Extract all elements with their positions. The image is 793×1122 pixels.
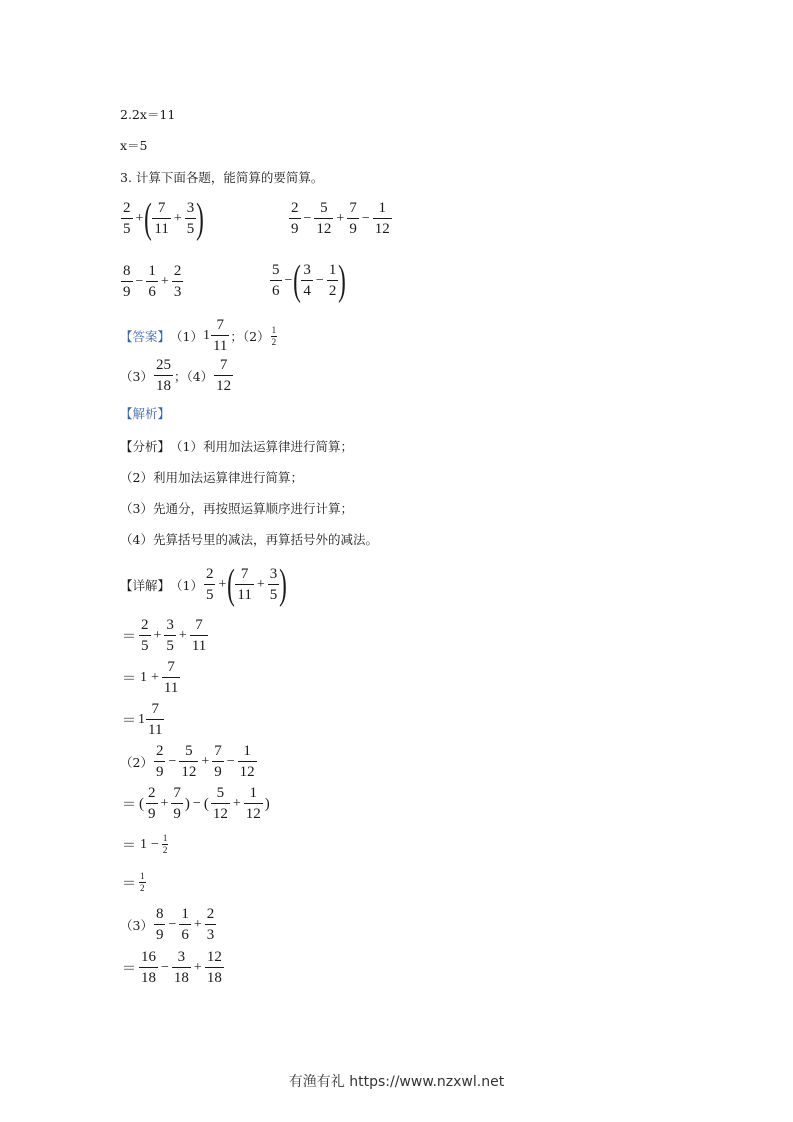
problem-1 xyxy=(120,198,203,240)
fraction xyxy=(214,358,233,394)
denominator: 12 xyxy=(179,761,198,780)
fraction xyxy=(121,201,133,237)
fraction xyxy=(268,567,280,603)
fraction xyxy=(179,744,198,780)
math-operator: + xyxy=(218,577,227,592)
detail-2-step-3 xyxy=(120,872,147,893)
denominator: 11 xyxy=(152,218,170,237)
fraction xyxy=(327,263,339,299)
numerator: 2 xyxy=(123,200,131,216)
numerator: 25 xyxy=(155,357,171,373)
denominator: 3 xyxy=(205,924,217,943)
denominator: 18 xyxy=(154,375,173,394)
denominator: 5 xyxy=(268,584,280,603)
fraction xyxy=(139,872,146,893)
detail-1-step-2 xyxy=(120,660,181,696)
numerator: 2 xyxy=(173,263,182,279)
numerator: 8 xyxy=(123,263,131,279)
numerator: 2 xyxy=(205,566,214,582)
numerator: 3 xyxy=(269,566,278,582)
math-operator: 1 xyxy=(140,670,147,685)
math-operator: − xyxy=(135,274,144,289)
fraction xyxy=(164,618,176,654)
math-operator: ＝ xyxy=(122,876,136,892)
numerator: 8 xyxy=(155,906,164,922)
numerator: 7 xyxy=(216,317,224,333)
math-operator: − xyxy=(361,211,370,226)
math-operator: ＝ xyxy=(122,798,136,813)
fraction xyxy=(146,786,158,822)
denominator: 2 xyxy=(162,845,168,855)
math-operator: − xyxy=(226,754,235,769)
numerator: 1 xyxy=(148,263,156,279)
fraction xyxy=(211,786,230,822)
detail-3: （3） $\frac{8}{9}$ − $\frac{1}{6}$ + $\frac{2}{3}$ xyxy=(120,906,215,943)
numerator: 1 xyxy=(271,324,277,335)
analysis-2: （2）利用加法运算律进行简算； xyxy=(120,470,303,485)
fraction xyxy=(271,326,278,347)
math-operator: ( xyxy=(227,562,236,608)
fraction xyxy=(373,201,392,237)
fraction xyxy=(172,264,184,300)
denominator: 12 xyxy=(211,803,230,822)
fraction xyxy=(205,950,224,986)
numerator: 2 xyxy=(206,906,215,922)
analysis-tag: 【解析】 xyxy=(120,406,171,421)
denominator: 5 xyxy=(121,218,133,237)
numerator: 7 xyxy=(214,743,222,759)
detail-3-step-1 xyxy=(120,950,225,986)
equation-line: 2.2x＝11 xyxy=(120,107,176,122)
denominator: 5 xyxy=(139,635,151,654)
numerator: 5 xyxy=(216,785,225,801)
question-3: 3. 计算下面各题，能简算的要简算。 xyxy=(120,170,324,185)
fraction xyxy=(139,950,158,986)
math-operator: − xyxy=(151,836,159,852)
fraction xyxy=(146,264,158,300)
fraction xyxy=(301,263,313,299)
numerator: 1 xyxy=(249,785,257,801)
denominator: 11 xyxy=(162,677,180,696)
fraction xyxy=(270,263,282,299)
numerator: 7 xyxy=(157,200,166,216)
problem-4 xyxy=(269,260,345,302)
numerator: 2 xyxy=(141,617,149,633)
numerator: 5 xyxy=(185,743,193,759)
denominator: 18 xyxy=(172,967,191,986)
math-operator: ( xyxy=(139,795,144,812)
denominator: 6 xyxy=(146,281,158,300)
math-operator: + xyxy=(135,211,144,226)
numerator: 1 xyxy=(378,200,386,216)
fraction xyxy=(171,786,183,822)
denominator: 12 xyxy=(238,761,257,780)
numerator: 7 xyxy=(349,200,357,216)
math-operator: ＝ xyxy=(122,630,136,645)
math-operator: ( xyxy=(144,196,153,242)
denominator: 11 xyxy=(211,335,229,354)
numerator: 2 xyxy=(148,785,156,801)
math-operator: + xyxy=(256,577,265,592)
math-operator: + xyxy=(201,754,210,769)
denominator: 9 xyxy=(154,761,166,780)
numerator: 7 xyxy=(167,659,175,675)
numerator: 2 xyxy=(291,200,299,216)
denominator: 9 xyxy=(146,803,158,822)
numerator: 1 xyxy=(328,262,337,278)
detail-1-step-3: ＝ 1 $\frac{7}{11}$ xyxy=(122,701,163,738)
denominator: 12 xyxy=(373,218,392,237)
math-operator: − xyxy=(168,754,177,769)
numerator: 3 xyxy=(303,262,311,278)
fraction xyxy=(190,618,208,654)
math-operator: ) xyxy=(196,196,205,242)
math-operator: 1 xyxy=(140,836,147,852)
denominator: 18 xyxy=(139,967,158,986)
denominator: 11 xyxy=(235,584,253,603)
fraction xyxy=(314,201,333,237)
numerator: 1 xyxy=(181,906,189,922)
denominator: 9 xyxy=(212,761,224,780)
math-operator: + xyxy=(178,628,187,643)
fraction xyxy=(139,618,151,654)
math-operator: ＝ xyxy=(122,714,136,729)
fraction xyxy=(179,907,191,943)
denominator: 4 xyxy=(301,280,313,299)
answer-line-1: 【答案】 （1） 1 $\frac{7}{11}$ ；（2） $\frac{1}{2}$ xyxy=(120,317,277,354)
denominator: 9 xyxy=(289,218,301,237)
denominator: 18 xyxy=(205,967,224,986)
math-operator: + xyxy=(153,628,162,643)
math-operator: − xyxy=(168,917,177,932)
math-operator: ) xyxy=(264,795,270,812)
fraction xyxy=(154,744,166,780)
analysis-1: 【分析】 （1）利用加法运算律进行简算； xyxy=(120,439,353,454)
numerator: 5 xyxy=(320,200,328,216)
math-operator: + xyxy=(173,211,182,226)
denominator: 2 xyxy=(271,336,277,347)
numerator: 3 xyxy=(186,200,195,216)
math-operator: + xyxy=(160,796,169,811)
math-operator: − xyxy=(315,273,324,288)
numerator: 1 xyxy=(162,833,168,843)
fraction xyxy=(162,660,180,696)
denominator: 9 xyxy=(121,281,133,300)
numerator: 3 xyxy=(177,949,186,965)
fraction xyxy=(204,567,216,603)
denominator: 11 xyxy=(146,719,164,738)
math-operator: + xyxy=(193,917,202,932)
denominator: 9 xyxy=(171,803,183,822)
math-operator: + xyxy=(160,274,169,289)
numerator: 7 xyxy=(219,357,228,373)
fraction xyxy=(289,201,301,237)
analysis-3: （3）先通分，再按照运算顺序进行计算； xyxy=(120,501,353,516)
denominator: 12 xyxy=(314,218,333,237)
math-operator: − xyxy=(284,273,293,288)
denominator: 2 xyxy=(327,280,339,299)
answer-line-2: （3） $\frac{25}{18}$ ；（4） $\frac{7}{12}$ xyxy=(120,357,232,394)
fraction xyxy=(244,786,263,822)
denominator: 2 xyxy=(140,883,145,893)
math-operator: + xyxy=(232,796,241,811)
numerator: 2 xyxy=(155,743,164,759)
equation-line: x＝5 xyxy=(120,138,148,153)
fraction xyxy=(347,201,359,237)
detail-2-step-1 xyxy=(120,786,271,822)
footer-watermark: 有渔有礼 https://www.nzxwl.net xyxy=(288,1074,505,1090)
numerator: 5 xyxy=(272,262,280,278)
problem-3 xyxy=(120,264,184,300)
fraction xyxy=(154,358,173,394)
analysis-4: （4）先算括号里的减法，再算括号外的减法。 xyxy=(120,532,378,547)
problem-2 xyxy=(288,201,393,237)
detail-1: 【详解】 （1） $\frac{2}{5}$ + ( $\frac{7}{11}$ + $\frac{3}{5}$ ) xyxy=(120,562,288,608)
fraction xyxy=(212,744,224,780)
math-operator: ＝ xyxy=(122,838,136,854)
denominator: 9 xyxy=(347,218,359,237)
fraction xyxy=(211,318,229,354)
denominator: 6 xyxy=(270,280,282,299)
numerator: 3 xyxy=(166,617,174,633)
detail-2-step-2 xyxy=(120,834,169,855)
math-operator: − xyxy=(303,211,312,226)
fraction xyxy=(238,744,257,780)
numerator: 12 xyxy=(206,949,222,965)
math-operator: − xyxy=(161,960,169,975)
fraction xyxy=(172,950,191,986)
denominator: 6 xyxy=(179,924,191,943)
denominator: 5 xyxy=(204,584,216,603)
numerator: 1 xyxy=(140,871,145,881)
fraction xyxy=(235,567,253,603)
fraction xyxy=(205,907,217,943)
math-operator: − xyxy=(192,796,201,811)
detail-2: （2） $\frac{2}{9}$ − $\frac{5}{12}$ + $\frac{7}{9}$ − $\frac{1}{12}$ xyxy=(120,743,255,780)
detail-1-step-1 xyxy=(120,618,209,654)
numerator: 7 xyxy=(151,701,159,717)
numerator: 16 xyxy=(141,949,156,965)
math-operator: + xyxy=(151,670,159,685)
math-operator: + xyxy=(193,960,202,975)
denominator: 12 xyxy=(214,375,233,394)
fraction xyxy=(185,201,197,237)
math-operator: ) xyxy=(279,562,288,608)
fraction xyxy=(121,264,133,300)
fraction xyxy=(146,702,164,738)
math-operator: ＝ xyxy=(122,672,136,687)
denominator: 3 xyxy=(172,281,184,300)
math-operator: ) xyxy=(184,795,190,812)
denominator: 11 xyxy=(190,635,208,654)
denominator: 12 xyxy=(244,803,263,822)
denominator: 5 xyxy=(185,218,197,237)
math-operator: + xyxy=(336,211,345,226)
math-operator: ( xyxy=(203,795,209,812)
math-operator: ) xyxy=(338,258,347,304)
denominator: 5 xyxy=(164,635,176,654)
math-operator: ＝ xyxy=(122,962,136,977)
fraction xyxy=(152,201,170,237)
numerator: 7 xyxy=(173,785,181,801)
fraction xyxy=(162,834,169,855)
numerator: 7 xyxy=(195,617,203,633)
numerator: 7 xyxy=(240,566,249,582)
numerator: 1 xyxy=(243,743,251,759)
denominator: 9 xyxy=(154,924,166,943)
fraction xyxy=(154,907,166,943)
math-operator: ( xyxy=(293,258,302,304)
